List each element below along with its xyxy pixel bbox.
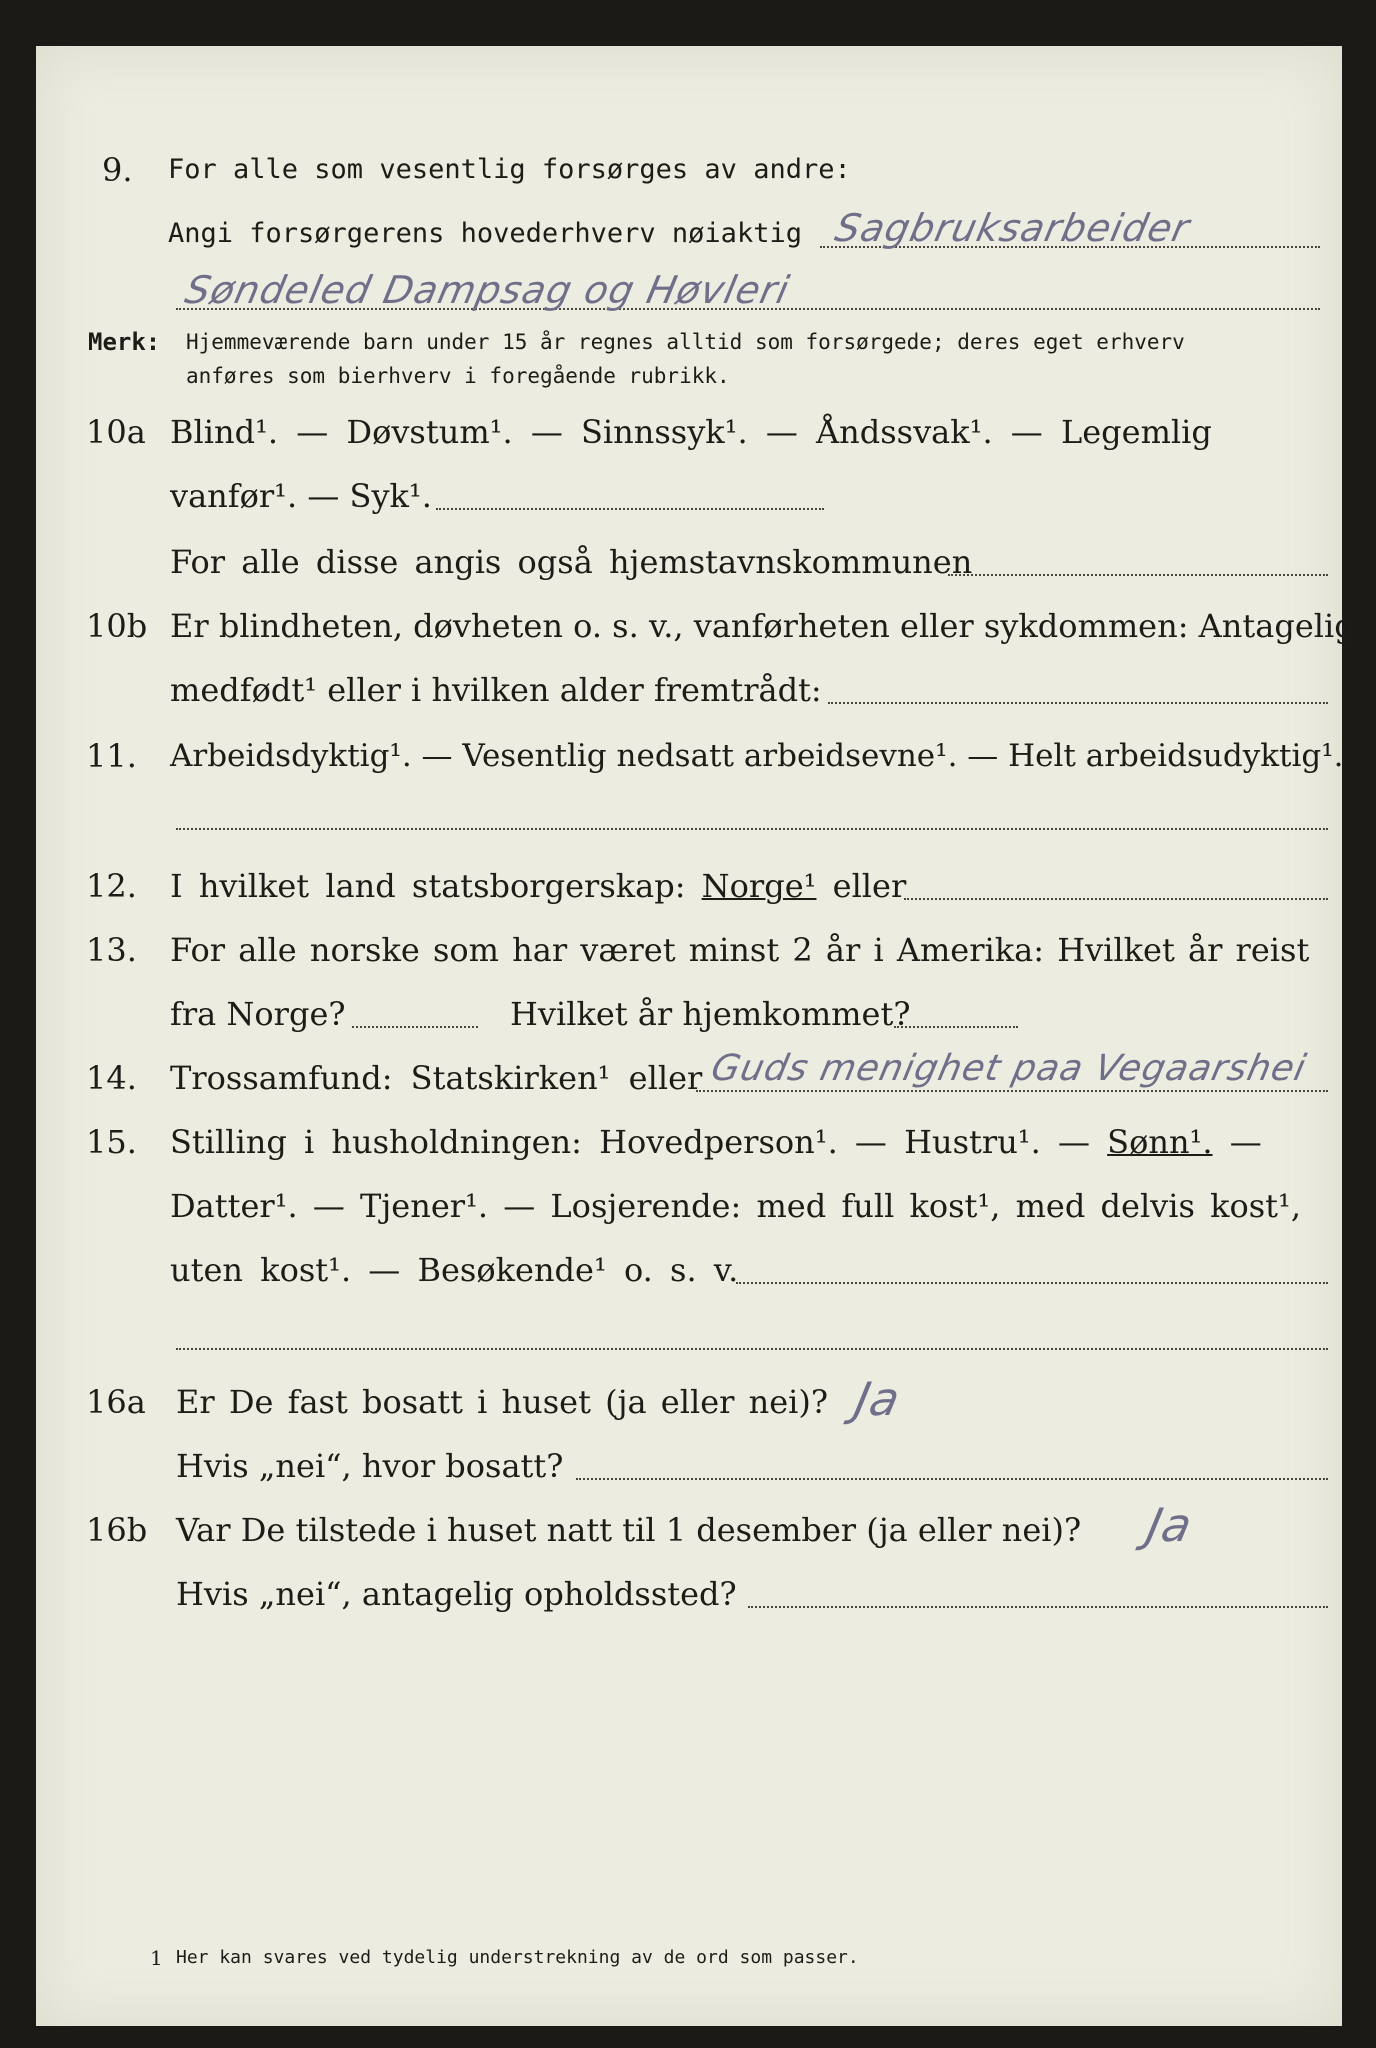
q16a-handwritten-answer: Ja [850,1372,906,1426]
q11-line-1: Arbeidsdyktig¹. — Vesentlig nedsatt arbeidsevne¹. — Helt arbeidsudyktig¹. [170,738,1344,774]
q11-answer-line [176,828,1328,830]
q15-answer-line-2 [176,1348,1328,1350]
q10a-answer-line-2 [948,574,1328,576]
q10a-number: 10a [86,413,146,451]
q15-sonn-underlined: Sønn¹. [1107,1123,1213,1161]
q12-line [170,866,906,906]
q15-line-1b: — [1229,1123,1262,1161]
q13-year-returned-line [894,1026,1018,1028]
q15-line-3: uten kost¹. — Besøkende¹ o. s. v. [170,1251,739,1289]
q16b-handwritten-answer: Ja [1142,1498,1198,1552]
q12-suffix: eller [832,867,907,905]
q16a-number: 16a [86,1383,146,1421]
q10a-line-3: For alle disse angis også hjemstavnskommunen [170,543,973,581]
q13-from-norway: fra Norge? [170,995,346,1033]
q9-number: 9. [102,151,133,189]
q14-answer-line [696,1090,1328,1092]
q14-number: 14. [86,1059,137,1097]
q10a-line-1: Blind¹. — Døvstum¹. — Sinnssyk¹. — Åndssvak¹. — Legemlig [170,413,1212,451]
q12-prefix: I hvilket land statsborgerskap: [170,867,686,905]
q11-number: 11. [86,737,137,775]
q12-norge-underlined: Norge¹ [701,867,817,905]
q15-line-2: Datter¹. — Tjener¹. — Losjerende: med full kost¹, med delvis kost¹, [170,1187,1302,1225]
q13-line-1: For alle norske som har været minst 2 år i Amerika: Hvilket år reist [170,931,1310,969]
q9-prompt: Angi forsørgerens hovederhverv nøiaktig [168,218,802,249]
census-form-page [36,46,1355,2026]
q16b-number: 16b [86,1511,148,1549]
q10b-number: 10b [86,607,148,645]
q16b-answer-line [748,1606,1328,1608]
q9-handwritten-employer: Søndeled Dampsag og Høvleri [181,268,794,312]
q10a-line-2: vanfør¹. — Syk¹. [170,477,432,515]
q16b-line-1: Var De tilstede i huset natt til 1 desember (ja eller nei)? [176,1511,1082,1549]
q16a-answer-line [576,1478,1328,1480]
q9-heading: For alle som vesentlig forsørges av andre: [168,154,851,185]
q10b-answer-line [828,702,1328,704]
footnote-mark: 1 [150,1946,163,1970]
q13-number: 13. [86,931,137,969]
q15-answer-line-1 [736,1282,1328,1284]
q13-year-left-line [352,1026,478,1028]
q14-handwritten-congregation: Guds menighet paa Vegaarshei [707,1048,1311,1089]
q10b-line-2: medfødt¹ eller i hvilken alder fremtrådt: [170,671,822,709]
q15-line-1 [170,1122,1262,1162]
q15-number: 15. [86,1123,137,1161]
q13-returned: Hvilket år hjemkommet? [510,995,911,1033]
q16b-line-2: Hvis „nei“, antagelig opholdssted? [176,1575,737,1613]
q12-number: 12. [86,867,137,905]
q9-handwritten-occupation: Sagbruksarbeider [831,206,1194,250]
q10b-line-1: Er blindheten, døvheten o. s. v., vanførheten eller sykdommen: Antagelig [170,607,1355,645]
footnote-text: Her kan svares ved tydelig understrekning av de ord som passer. [176,1947,859,1968]
q16a-line-1: Er De fast bosatt i huset (ja eller nei)? [176,1383,829,1421]
q14-line-1: Trossamfund: Statskirken¹ eller [170,1059,703,1097]
q12-answer-line [904,898,1328,900]
merk-line-2: anføres som bierhverv i foregående rubrikk. [186,364,730,388]
q16a-line-2: Hvis „nei“, hvor bosatt? [176,1447,564,1485]
merk-label: Merk: [88,328,161,356]
q15-line-1a: Stilling i husholdningen: Hovedperson¹. — Hustru¹. — [170,1123,1090,1161]
merk-line-1: Hjemmeværende barn under 15 år regnes alltid som forsørgede; deres eget erhverv [186,330,1185,354]
q10a-answer-line-1 [436,508,824,510]
